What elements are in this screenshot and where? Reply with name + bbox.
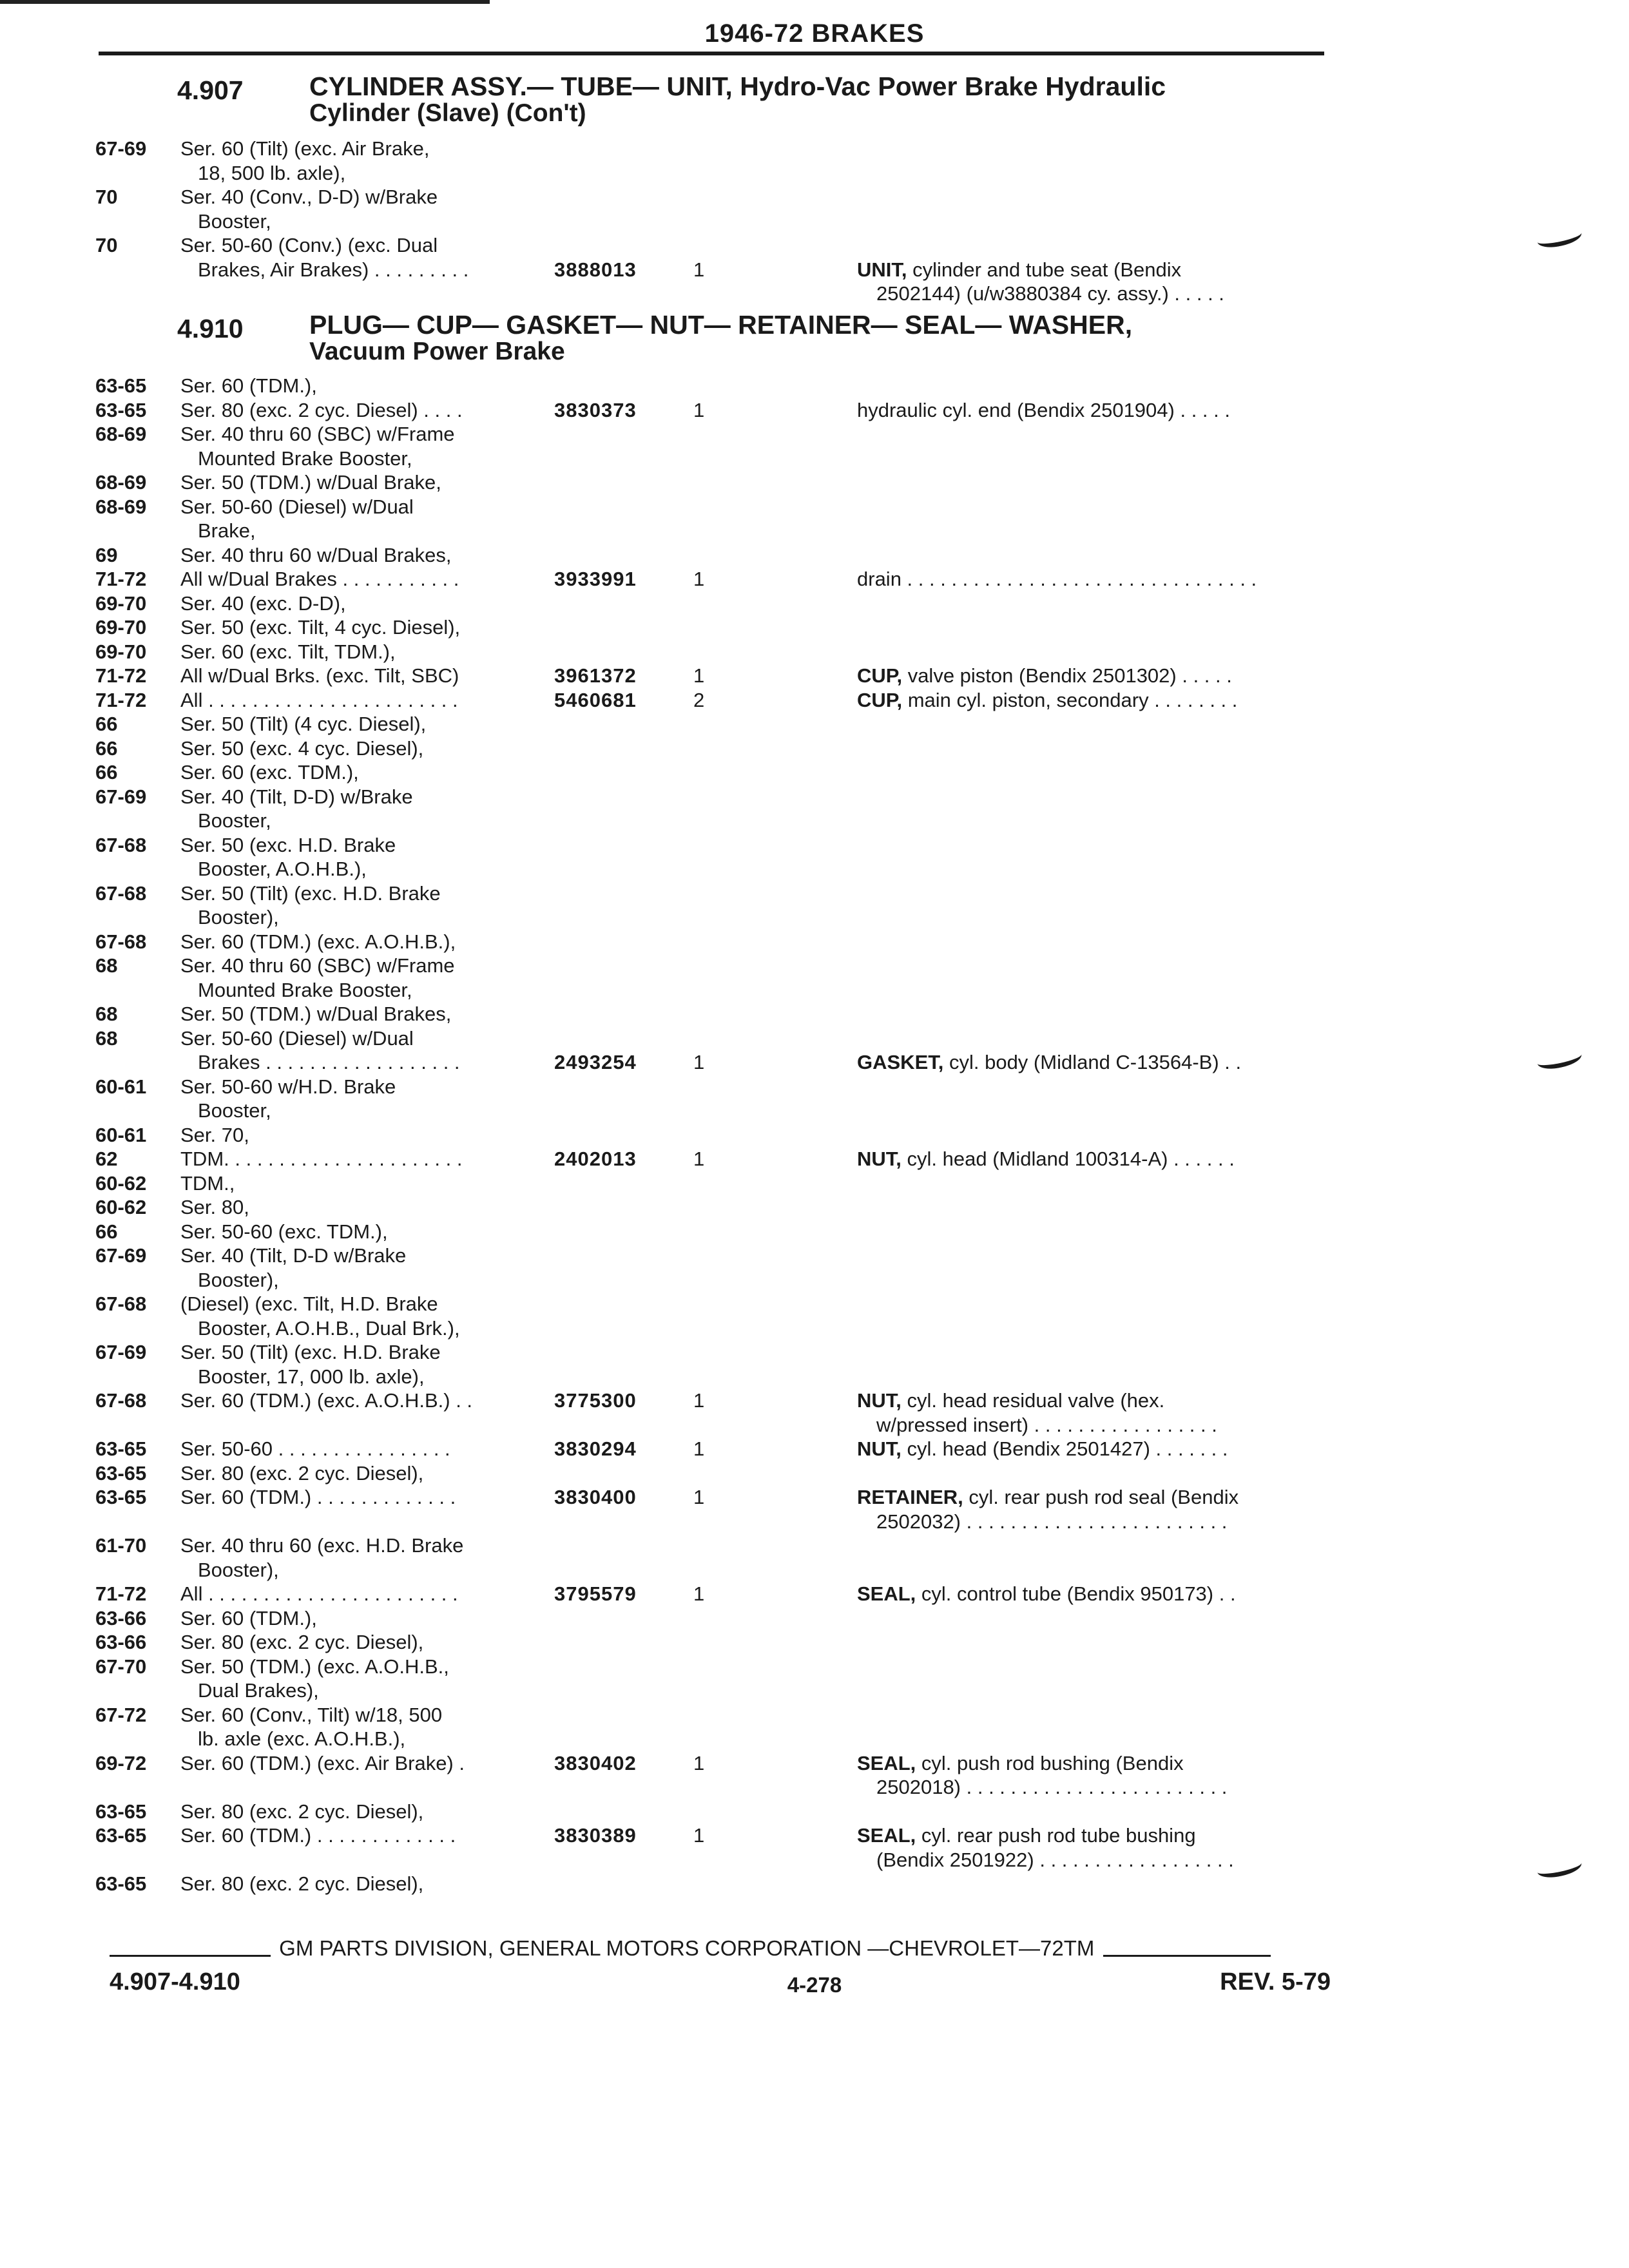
model-years: 68 (95, 1026, 118, 1050)
application-description: Ser. 50-60 (Diesel) w/Dual (180, 495, 414, 518)
part-number: 3830373 (554, 398, 637, 421)
application-description: Booster, (198, 809, 271, 832)
quantity: 1 (693, 1824, 705, 1847)
running-title: 1946-72 BRAKES (704, 19, 925, 48)
quantity: 1 (693, 1389, 705, 1412)
model-years: 69-70 (95, 640, 147, 663)
model-years: 67-70 (95, 1655, 147, 1678)
part-detail: w/pressed insert) . . . . . . . . . . . . . . . . . (876, 1413, 1217, 1436)
model-years: 67-69 (95, 1244, 147, 1267)
quantity: 1 (693, 568, 705, 590)
model-years: 63-65 (95, 1824, 147, 1847)
application-description: Ser. 80 (exc. 2 cyc. Diesel), (180, 1800, 424, 1823)
part-description (876, 1848, 1353, 1872)
part-name: SEAL, (857, 1582, 916, 1605)
application-description: Ser. 80 (exc. 2 cyc. Diesel) . . . . (180, 398, 463, 421)
part-description (857, 1582, 1334, 1606)
application-description: Ser. 40 thru 60 (SBC) w/Frame (180, 423, 455, 445)
application-description: Dual Brakes), (198, 1679, 319, 1702)
model-years: 71-72 (95, 664, 147, 687)
quantity: 2 (693, 688, 705, 711)
part-number: 3830400 (554, 1486, 637, 1508)
part-description (857, 1751, 1334, 1776)
model-years: 66 (95, 1220, 118, 1243)
model-years: 71-72 (95, 1582, 147, 1605)
application-description: Ser. 40 (Tilt, D-D w/Brake (180, 1244, 407, 1267)
model-years: 63-66 (95, 1606, 147, 1629)
part-detail: hydraulic cyl. end (Bendix 2501904) . . . . . (857, 398, 1230, 421)
part-number: 3830402 (554, 1751, 637, 1774)
model-years: 68 (95, 954, 118, 977)
section-title-cont: Vacuum Power Brake (309, 338, 565, 365)
application-description: 18, 500 lb. axle), (198, 161, 346, 184)
part-number: 5460681 (554, 688, 637, 711)
part-description (857, 1050, 1334, 1075)
part-description (857, 664, 1334, 688)
binder-hole-mark (1536, 1854, 1583, 1881)
application-description: Ser. 60 (Conv., Tilt) w/18, 500 (180, 1703, 443, 1726)
part-detail: 2502032) . . . . . . . . . . . . . . . . . . . . . . . . (876, 1510, 1228, 1533)
model-years: 68-69 (95, 471, 147, 494)
application-description: Brakes . . . . . . . . . . . . . . . . . . (198, 1051, 460, 1073)
model-years: 63-65 (95, 1486, 147, 1508)
footer-revision: REV. 5-79 (1220, 1968, 1331, 1995)
model-years: 63-65 (95, 398, 147, 421)
application-description: Ser. 60 (TDM.) (exc. A.O.H.B.) . . (180, 1389, 473, 1412)
model-years: 63-65 (95, 1872, 147, 1895)
model-years: 66 (95, 713, 118, 735)
part-detail: main cyl. piston, secondary . . . . . . . . (902, 688, 1238, 711)
part-number: 3830294 (554, 1437, 637, 1460)
part-detail: drain . . . . . . . . . . . . . . . . . . . . . . . . . . . . . . . . (857, 568, 1257, 590)
footer-publisher-line (110, 1936, 1331, 1961)
application-description: Ser. 70, (180, 1123, 249, 1146)
part-description (857, 688, 1334, 713)
application-description: Booster), (198, 906, 279, 928)
part-detail: cyl. control tube (Bendix 950173) . . (916, 1582, 1236, 1605)
application-description: TDM. . . . . . . . . . . . . . . . . . . . . . (180, 1148, 463, 1170)
model-years: 67-68 (95, 930, 147, 953)
part-detail: 2502144) (u/w3880384 cy. assy.) . . . . . (876, 282, 1224, 305)
part-number: 3775300 (554, 1389, 637, 1412)
part-name: NUT, (857, 1389, 901, 1412)
application-description: Ser. 50 (Tilt) (exc. H.D. Brake (180, 1341, 441, 1363)
model-years: 68-69 (95, 495, 147, 518)
model-years: 69-70 (95, 616, 147, 639)
application-description: Ser. 40 thru 60 (SBC) w/Frame (180, 954, 455, 977)
application-description: Ser. 60 (TDM.), (180, 1606, 317, 1629)
part-detail: cyl. head (Bendix 2501427) . . . . . . . (901, 1437, 1228, 1460)
part-description (876, 1775, 1353, 1800)
application-description: Ser. 40 thru 60 (exc. H.D. Brake (180, 1534, 464, 1557)
application-description: Booster, A.O.H.B.), (198, 858, 367, 880)
application-description: Ser. 60 (exc. TDM.), (180, 761, 359, 783)
application-description: Booster, (198, 209, 271, 233)
part-detail: 2502018) . . . . . . . . . . . . . . . . . . . . . . . . (876, 1776, 1228, 1798)
model-years: 66 (95, 736, 118, 760)
application-description: Ser. 50 (TDM.) w/Dual Brake, (180, 471, 441, 494)
quantity: 1 (693, 664, 705, 687)
part-name: NUT, (857, 1148, 901, 1170)
part-detail: cyl. rear push rod seal (Bendix (963, 1486, 1239, 1508)
application-description: lb. axle (exc. A.O.H.B.), (198, 1727, 406, 1750)
application-description: (Diesel) (exc. Tilt, H.D. Brake (180, 1293, 438, 1315)
model-years: 63-65 (95, 374, 147, 397)
application-description: All w/Dual Brks. (exc. Tilt, SBC) (180, 664, 459, 687)
model-years: 60-62 (95, 1196, 147, 1218)
application-description: All w/Dual Brakes . . . . . . . . . . . (180, 568, 459, 590)
part-detail: cyl. head residual valve (hex. (901, 1389, 1165, 1412)
application-description: Ser. 50-60 . . . . . . . . . . . . . . . . (180, 1437, 450, 1460)
application-description: Ser. 60 (Tilt) (exc. Air Brake, (180, 137, 430, 160)
model-years: 60-62 (95, 1171, 147, 1195)
binder-hole-mark (1536, 224, 1583, 251)
application-description: Ser. 60 (TDM.) . . . . . . . . . . . . . (180, 1486, 456, 1508)
application-description: Booster), (198, 1268, 279, 1291)
model-years: 63-65 (95, 1437, 147, 1460)
model-years: 71-72 (95, 688, 147, 711)
part-description (857, 1823, 1334, 1848)
footer-section-range: 4.907-4.910 (110, 1968, 240, 1995)
application-description: Ser. 40 (Conv., D-D) w/Brake (180, 186, 438, 208)
application-description: All . . . . . . . . . . . . . . . . . . . . . . . (180, 688, 458, 711)
quantity: 1 (693, 1486, 705, 1508)
part-detail: (Bendix 2501922) . . . . . . . . . . . . . . . . . . (876, 1848, 1234, 1871)
model-years: 67-69 (95, 1341, 147, 1363)
section-number: 4.910 (177, 314, 244, 343)
header-rule (99, 52, 1324, 55)
application-description: Brakes, Air Brakes) . . . . . . . . . (198, 258, 469, 281)
model-years: 70 (95, 186, 118, 208)
application-description: Ser. 60 (TDM.) . . . . . . . . . . . . . (180, 1824, 456, 1847)
quantity: 1 (693, 1751, 705, 1774)
model-years: 67-72 (95, 1703, 147, 1726)
part-description (857, 1147, 1334, 1171)
part-number: 3933991 (554, 568, 637, 590)
application-description: Ser. 50 (exc. Tilt, 4 cyc. Diesel), (180, 616, 461, 639)
part-description (857, 258, 1334, 282)
application-description: Ser. 60 (TDM.) (exc. Air Brake) . (180, 1751, 465, 1774)
application-description: Mounted Brake Booster, (198, 978, 412, 1001)
model-years: 67-68 (95, 1389, 147, 1412)
model-years: 60-61 (95, 1075, 147, 1098)
model-years: 67-68 (95, 881, 147, 905)
part-detail: cyl. head (Midland 100314-A) . . . . . . (901, 1148, 1235, 1170)
model-years: 71-72 (95, 568, 147, 590)
part-detail: cylinder and tube seat (Bendix (907, 258, 1182, 281)
model-years: 70 (95, 234, 118, 256)
model-years: 68-69 (95, 423, 147, 445)
application-description: Ser. 50 (TDM.) (exc. A.O.H.B., (180, 1655, 449, 1678)
part-description (857, 398, 1334, 423)
application-description: Ser. 40 thru 60 w/Dual Brakes, (180, 543, 452, 566)
part-name: GASKET, (857, 1051, 944, 1073)
section-number: 4.907 (177, 75, 244, 105)
part-description (876, 1510, 1353, 1534)
application-description: All . . . . . . . . . . . . . . . . . . . . . . . (180, 1582, 458, 1605)
application-description: Ser. 50 (exc. H.D. Brake (180, 833, 396, 856)
section-title: CYLINDER ASSY.— TUBE— UNIT, Hydro-Vac Power Brake Hydraulic (309, 72, 1166, 101)
part-description (857, 1437, 1334, 1461)
part-description (876, 1413, 1353, 1437)
part-number: 2402013 (554, 1148, 637, 1170)
part-detail: cyl. body (Midland C-13564-B) . . (943, 1051, 1242, 1073)
model-years: 67-68 (95, 833, 147, 856)
part-name: CUP, (857, 664, 903, 687)
part-description (857, 1485, 1334, 1510)
part-number: 3830389 (554, 1824, 637, 1847)
part-description (857, 1389, 1334, 1413)
application-description: Ser. 40 (exc. D-D), (180, 591, 346, 615)
quantity: 1 (693, 1437, 705, 1460)
part-detail: cyl. rear push rod tube bushing (916, 1824, 1196, 1847)
section-heading-4910 (177, 310, 1337, 372)
application-description: Ser. 50-60 w/H.D. Brake (180, 1075, 396, 1098)
application-description: Ser. 50 (TDM.) w/Dual Brakes, (180, 1003, 452, 1025)
part-detail: valve piston (Bendix 2501302) . . . . . (902, 664, 1232, 687)
application-description: Ser. 50-60 (exc. TDM.), (180, 1220, 388, 1243)
application-description: Ser. 60 (TDM.) (exc. A.O.H.B.), (180, 930, 456, 953)
part-name: SEAL, (857, 1751, 916, 1774)
part-number: 3888013 (554, 258, 637, 281)
application-description: Ser. 40 (Tilt, D-D) w/Brake (180, 785, 413, 808)
part-name: SEAL, (857, 1824, 916, 1847)
model-years: 61-70 (95, 1534, 147, 1557)
model-years: 67-69 (95, 785, 147, 808)
part-name: NUT, (857, 1437, 901, 1460)
application-description: Ser. 50 (exc. 4 cyc. Diesel), (180, 736, 424, 760)
section-heading-4907 (177, 72, 1337, 134)
application-description: Ser. 50-60 (Conv.) (exc. Dual (180, 234, 438, 256)
application-description: Ser. 60 (TDM.), (180, 374, 317, 397)
model-years: 69-70 (95, 591, 147, 615)
model-years: 69-72 (95, 1751, 147, 1774)
part-name: CUP, (857, 688, 903, 711)
top-edge-rule (0, 0, 1629, 6)
model-years: 63-65 (95, 1461, 147, 1485)
quantity: 1 (693, 1051, 705, 1073)
part-number: 2493254 (554, 1051, 637, 1073)
application-description: Ser. 80 (exc. 2 cyc. Diesel), (180, 1461, 424, 1485)
application-description: Ser. 50 (Tilt) (exc. H.D. Brake (180, 881, 441, 905)
footer-rule-right (1103, 1955, 1271, 1957)
application-description: Booster, (198, 1099, 271, 1122)
model-years: 67-69 (95, 137, 147, 160)
application-description: Booster), (198, 1558, 279, 1581)
quantity: 1 (693, 258, 705, 281)
section-title-cont: Cylinder (Slave) (Con't) (309, 99, 586, 127)
application-description: Ser. 50-60 (Diesel) w/Dual (180, 1026, 414, 1050)
section-title: PLUG— CUP— GASKET— NUT— RETAINER— SEAL— WASHER, (309, 310, 1133, 340)
application-description: Booster, A.O.H.B., Dual Brk.), (198, 1316, 460, 1340)
application-description: Brake, (198, 519, 256, 542)
quantity: 1 (693, 1148, 705, 1170)
footer-rule-left (110, 1955, 271, 1957)
part-number: 3795579 (554, 1582, 637, 1605)
model-years: 69 (95, 543, 118, 566)
part-detail: cyl. push rod bushing (Bendix (916, 1751, 1184, 1774)
application-description: Booster, 17, 000 lb. axle), (198, 1365, 425, 1388)
application-description: Ser. 80, (180, 1196, 249, 1218)
binder-hole-mark (1536, 1046, 1583, 1072)
application-description: TDM., (180, 1171, 235, 1195)
application-description: Ser. 50 (Tilt) (4 cyc. Diesel), (180, 713, 427, 735)
model-years: 63-66 (95, 1631, 147, 1653)
model-years: 63-65 (95, 1800, 147, 1823)
part-name: RETAINER, (857, 1486, 963, 1508)
model-years: 60-61 (95, 1123, 147, 1146)
application-description: Ser. 80 (exc. 2 cyc. Diesel), (180, 1872, 424, 1895)
part-number: 3961372 (554, 664, 637, 687)
application-description: Ser. 80 (exc. 2 cyc. Diesel), (180, 1631, 424, 1653)
footer-page-number: 4-278 (787, 1973, 842, 1997)
footer-publisher: GM PARTS DIVISION, GENERAL MOTORS CORPORATION —CHEVROLET—72TM (279, 1936, 1095, 1960)
model-years: 68 (95, 1003, 118, 1025)
model-years: 62 (95, 1148, 118, 1170)
application-description: Ser. 60 (exc. Tilt, TDM.), (180, 640, 396, 663)
quantity: 1 (693, 1582, 705, 1605)
part-name: UNIT, (857, 258, 907, 281)
part-description (876, 282, 1353, 306)
part-description (857, 567, 1334, 591)
quantity: 1 (693, 398, 705, 421)
application-description: Mounted Brake Booster, (198, 447, 412, 470)
model-years: 67-68 (95, 1293, 147, 1315)
model-years: 66 (95, 761, 118, 783)
